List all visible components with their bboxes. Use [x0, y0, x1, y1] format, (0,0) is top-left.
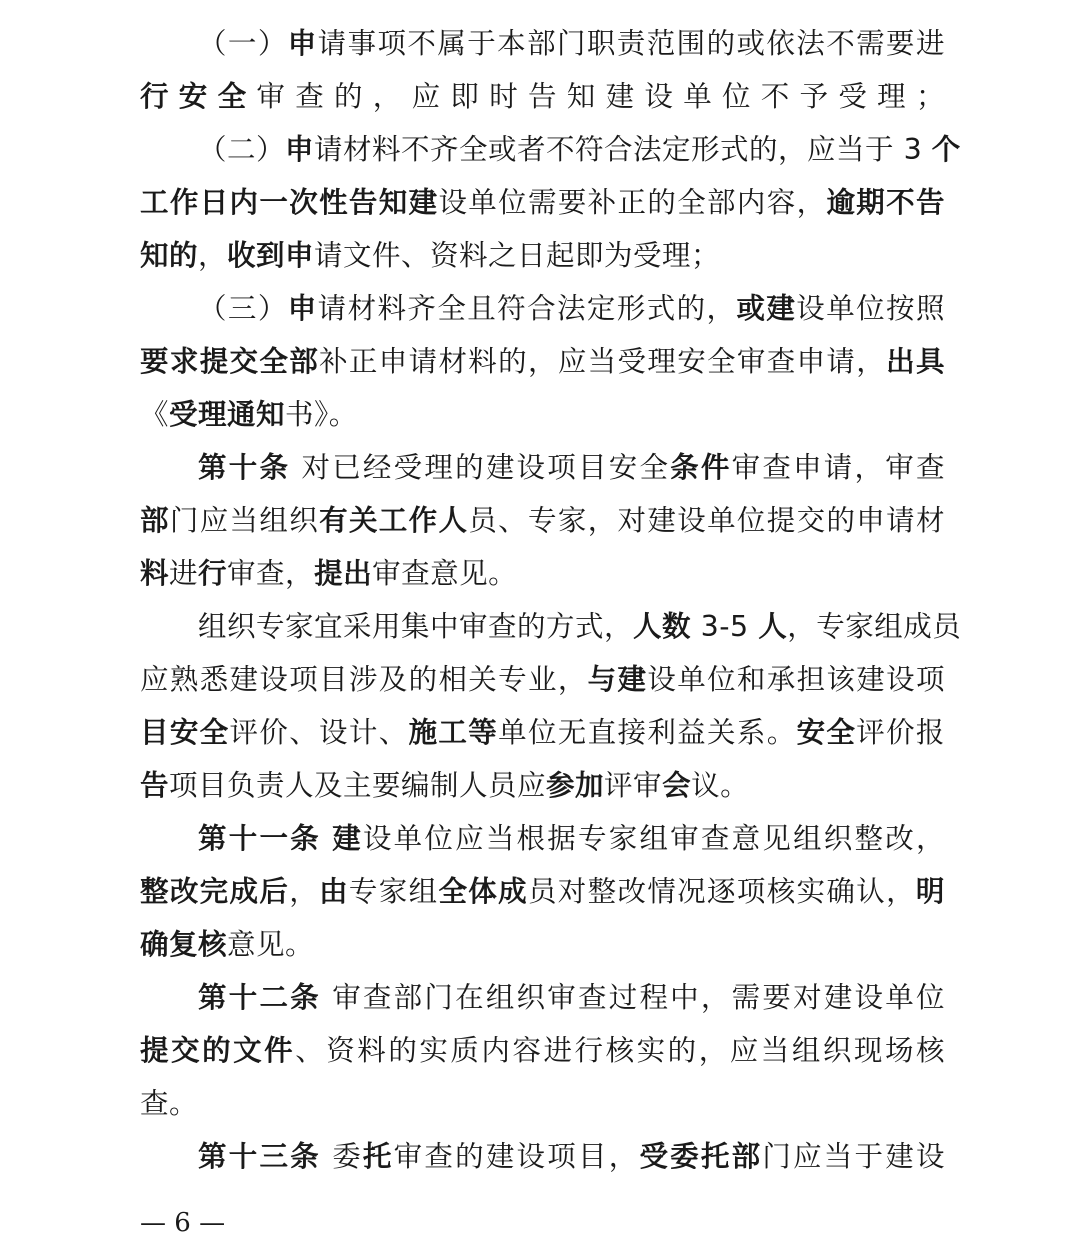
bold-text-run: 行 [198, 557, 228, 590]
bold-text-run: 与建 [587, 663, 648, 696]
text-run: 设单位应当根据专家组审查意见组织整改， [362, 822, 945, 855]
text-run: 审查的建设项目， [393, 1140, 640, 1173]
text-run: ， [289, 875, 320, 908]
bold-text-run: 明 [915, 875, 945, 908]
bold-text-run: 会 [662, 769, 692, 802]
bold-text-run: 告 [140, 769, 170, 802]
text-run: 补正申请材料的，应当受理安全审查申请， [319, 345, 887, 378]
text-run: 审查申请，审查 [731, 451, 945, 484]
text-run: （一） [198, 27, 288, 60]
text-run: 设单位需要补正的全部内容， [438, 186, 827, 219]
bold-text-run: 第十条 [198, 451, 291, 484]
text-run: 议。 [691, 769, 750, 802]
text-run: 评价、设计、 [229, 716, 409, 749]
text-run: 书》。 [285, 398, 358, 431]
bold-text-run: 条件 [670, 451, 732, 484]
text-run: 应熟悉建设项目涉及的相关专业， [140, 663, 588, 696]
text-line [140, 388, 945, 441]
text-run: 请材料不齐全或者不符合法定形式的，应当于 3 [314, 133, 932, 166]
text-run: 《 [140, 398, 170, 431]
text-run: 委 [320, 1140, 363, 1173]
bold-text-run: 申 [287, 27, 318, 60]
text-line [140, 1077, 945, 1130]
bold-text-run: 有关工作人 [319, 504, 469, 537]
bold-text-run: 目安全 [140, 716, 230, 749]
text-run: 设单位和承担该建设项 [647, 663, 945, 696]
text-run: 请材料齐全且符合法定形式的， [317, 292, 737, 325]
bold-text-run: 第十一条 [198, 822, 321, 855]
text-line [140, 547, 945, 600]
text-run: 请文件、资料之日起即为受理； [314, 239, 721, 272]
text-run: 专家组 [348, 875, 439, 908]
text-line [140, 653, 945, 706]
text-run: （二） [198, 133, 286, 166]
text-run: 进 [169, 557, 199, 590]
text-run: 员、专家，对建设单位提交的申请材 [468, 504, 945, 537]
text-run: 审查， [227, 557, 315, 590]
bold-text-run: 整改完成后 [140, 875, 290, 908]
text-line [140, 70, 945, 123]
text-run [321, 822, 332, 855]
text-line [140, 229, 945, 282]
text-line [140, 759, 945, 812]
text-line [140, 1024, 945, 1077]
text-run: 组织专家宜采用集中审查的方式， [198, 610, 634, 643]
article-heading-line [198, 441, 945, 494]
bold-text-run: 收到申 [227, 239, 315, 272]
text-line [140, 494, 945, 547]
text-run: 3-5 [691, 610, 759, 643]
text-run: 评审 [604, 769, 663, 802]
text-run: 审查部门在组织审查过程中，需要对建设单位 [320, 981, 945, 1014]
article-heading-line [198, 1130, 945, 1183]
text-run: ，专家组成员 [787, 610, 962, 643]
text-run: 对已经受理的建设项目安全 [290, 451, 671, 484]
bold-text-run: 受理通知 [169, 398, 286, 431]
text-run: 查。 [140, 1087, 199, 1120]
bold-text-run: 第十三条 [198, 1140, 321, 1173]
text-line [140, 176, 945, 229]
bold-text-run: 施工等 [408, 716, 499, 749]
bold-text-run: 逾期不告 [826, 186, 945, 219]
text-run: 意见。 [227, 928, 315, 961]
text-run: ， [198, 239, 228, 272]
text-run: 项目负责人及主要编制人员应 [169, 769, 547, 802]
text-run: 审查意见。 [372, 557, 518, 590]
text-line [198, 17, 945, 70]
bold-text-run: 第十二条 [198, 981, 321, 1014]
text-run: 、资料的实质内容进行核实的，应当组织现场核 [295, 1034, 945, 1067]
bold-text-run: 出具 [886, 345, 945, 378]
text-run: 单位无直接利益关系。 [498, 716, 797, 749]
bold-text-run: 知的 [140, 239, 199, 272]
text-run: （三） [198, 292, 288, 325]
text-line [198, 123, 961, 176]
bold-text-run: 建 [332, 822, 363, 855]
bold-text-run: 托 [362, 1140, 394, 1173]
bold-text-run: 提交的文件 [140, 1034, 296, 1067]
text-run: 请事项不属于本部门职责范围的或依法不需要进 [317, 27, 945, 60]
text-run: 审查的，应即时告知建设单位不予受理； [256, 80, 945, 113]
bold-text-run: 要求提交全部 [140, 345, 320, 378]
bold-text-run: 行安全 [140, 80, 257, 113]
text-run: 设单位按照 [796, 292, 945, 325]
bold-text-run: 全体成 [438, 875, 528, 908]
article-heading-line [198, 812, 945, 865]
text-run: 门应当于建设 [762, 1140, 945, 1173]
text-line [140, 335, 945, 388]
bold-text-run: 确复核 [140, 928, 228, 961]
text-line [140, 918, 945, 971]
bold-text-run: 部 [140, 504, 170, 537]
bold-text-run: 由 [319, 875, 349, 908]
text-line [198, 600, 962, 653]
text-line [198, 282, 945, 335]
bold-text-run: 安全 [796, 716, 857, 749]
page-number: — 6 — [140, 1208, 226, 1238]
bold-text-run: 人数 [633, 610, 692, 643]
bold-text-run: 人 [758, 610, 788, 643]
text-line [140, 706, 945, 759]
text-line [140, 865, 945, 918]
text-run: 门应当组织 [169, 504, 320, 537]
bold-text-run: 受委托部 [639, 1140, 763, 1173]
bold-text-run: 提出 [314, 557, 373, 590]
bold-text-run: 个 [931, 133, 961, 166]
bold-text-run: 申 [285, 133, 315, 166]
article-heading-line [198, 971, 945, 1024]
bold-text-run: 申 [287, 292, 318, 325]
text-run: 评价报 [856, 716, 945, 749]
bold-text-run: 料 [140, 557, 170, 590]
bold-text-run: 工作日内一次性告知建 [140, 186, 439, 219]
bold-text-run: 或建 [736, 292, 797, 325]
text-run: 员对整改情况逐项核实确认， [527, 875, 916, 908]
bold-text-run: 参加 [546, 769, 605, 802]
